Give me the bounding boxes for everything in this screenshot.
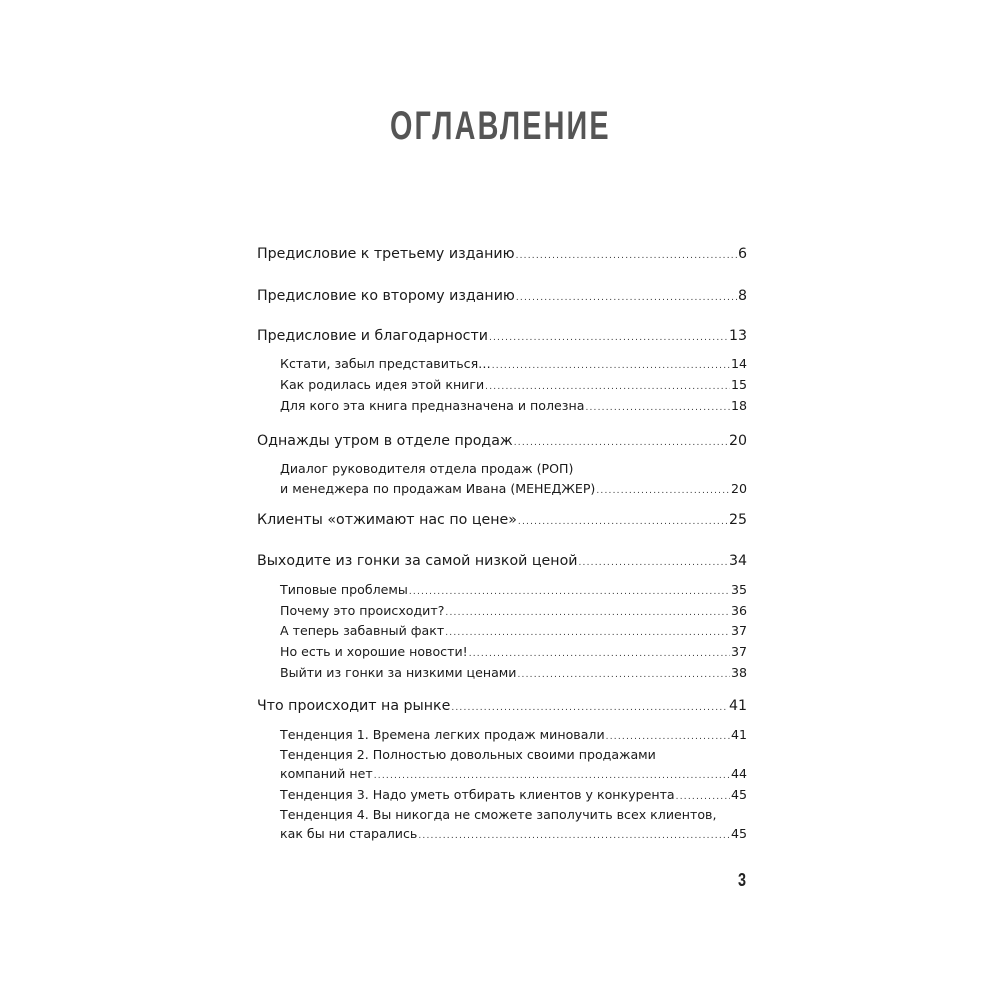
toc-entry-title: Типовые проблемы [280,582,408,597]
toc-entry [257,244,747,264]
toc-entry-title: Тенденция 4. Вы никогда не сможете заполучить всех клиентов, [280,807,717,822]
toc-entry-page: 34 [728,553,747,569]
toc-entry [280,601,747,621]
toc-entry-title: и менеджера по продажам Ивана (МЕНЕДЖЕР) [280,481,596,496]
toc-entry [280,824,747,844]
toc-entry-page: 44 [730,766,747,781]
toc-entry-title: Диалог руководителя отдела продаж (РОП) [280,461,574,476]
toc-entry-page: 18 [730,398,747,413]
toc-entry-title: Однажды утром в отделе продаж [257,433,513,449]
dot-leader [485,377,730,397]
toc-entry-title: Выйти из гонки за низкими ценами [280,665,517,680]
page-title-text: ОГЛАВЛЕНИЕ [389,104,611,148]
toc-entry-page: 35 [730,582,747,597]
toc-entry-title: Выходите из гонки за самой низкой ценой [257,553,578,569]
toc-entry-page: 37 [730,623,747,638]
toc-entry-title: Предисловие ко второму изданию [257,288,515,304]
dot-leader [489,328,728,348]
toc-entry [257,286,747,306]
dot-leader [596,481,730,501]
toc-entry-page: 8 [737,288,747,304]
toc-entry [280,642,747,662]
toc-entry-page: 6 [737,246,747,262]
toc-entry [280,479,747,499]
toc-entry-title: Клиенты «отжимают нас по цене» [257,512,517,528]
toc-entry-title: Но есть и хорошие новости! [280,644,468,659]
toc-entry [280,580,747,600]
toc-entry [280,621,747,641]
toc-entry-title: Предисловие и благодарности [257,328,488,344]
dot-leader [518,665,730,685]
toc-entry-title: Для кого эта книга предназначена и полезна [280,398,585,413]
toc-entry [280,785,747,805]
toc-entry-title: Кстати, забыл представиться… [280,356,491,371]
toc-entry [257,696,747,716]
toc-entry-page: 36 [730,603,747,618]
page-title [0,104,1000,149]
dot-leader [606,727,730,747]
toc-entry [280,725,747,745]
dot-leader [445,623,730,643]
toc-entry [257,431,747,451]
toc-entry-title: Как родилась идея этой книги [280,377,485,392]
toc-entry [280,764,747,784]
dot-leader [585,398,730,418]
toc-entry [257,326,747,346]
toc-entry [280,354,747,374]
toc-entry-page: 37 [730,644,747,659]
toc-entry [257,510,747,530]
toc-entry-page: 14 [730,356,747,371]
dot-leader [518,512,728,532]
toc-entry-title: А теперь забавный факт [280,623,445,638]
toc-entry-title: Тенденция 1. Времена легких продаж миновали [280,727,605,742]
toc-entry [280,396,747,416]
dot-leader [492,356,730,376]
dot-leader [451,698,728,718]
dot-leader [578,553,727,573]
toc-entry-page: 45 [730,787,747,802]
dot-leader [409,582,730,602]
toc-entry-page: 20 [730,481,747,496]
toc-entry [280,663,747,683]
dot-leader [374,766,730,786]
toc-entry-page: 41 [730,727,747,742]
toc-entry-title: Что происходит на рынке [257,698,451,714]
dot-leader [418,826,730,846]
toc-entry-page: 15 [730,377,747,392]
toc-entry [257,551,747,571]
toc-entry-line [280,459,747,479]
dot-leader [514,433,728,453]
toc-entry-title: Тенденция 3. Надо уметь отбирать клиентов у конкурента [280,787,675,802]
dot-leader [445,603,730,623]
toc-entry-page: 25 [728,512,747,528]
dot-leader [516,246,737,266]
toc-entry-page: 20 [728,433,747,449]
toc-entry-title: как бы ни старались [280,826,418,841]
toc-entry-line [280,805,747,825]
toc-entry-title: Почему это происходит? [280,603,445,618]
toc-entry-title: Тенденция 2. Полностью довольных своими продажами [280,747,656,762]
toc-entry-page: 41 [728,698,747,714]
dot-leader [676,787,730,807]
toc-entry-page: 38 [730,665,747,680]
dot-leader [469,644,730,664]
toc-entry [280,375,747,395]
toc-entry-line [280,745,747,765]
toc-entry-title: Предисловие к третьему изданию [257,246,515,262]
page-number: 3 [738,870,747,890]
toc-entry-page: 13 [728,328,747,344]
toc-entry-page: 45 [730,826,747,841]
dot-leader [516,288,737,308]
toc-entry-title: компаний нет [280,766,373,781]
